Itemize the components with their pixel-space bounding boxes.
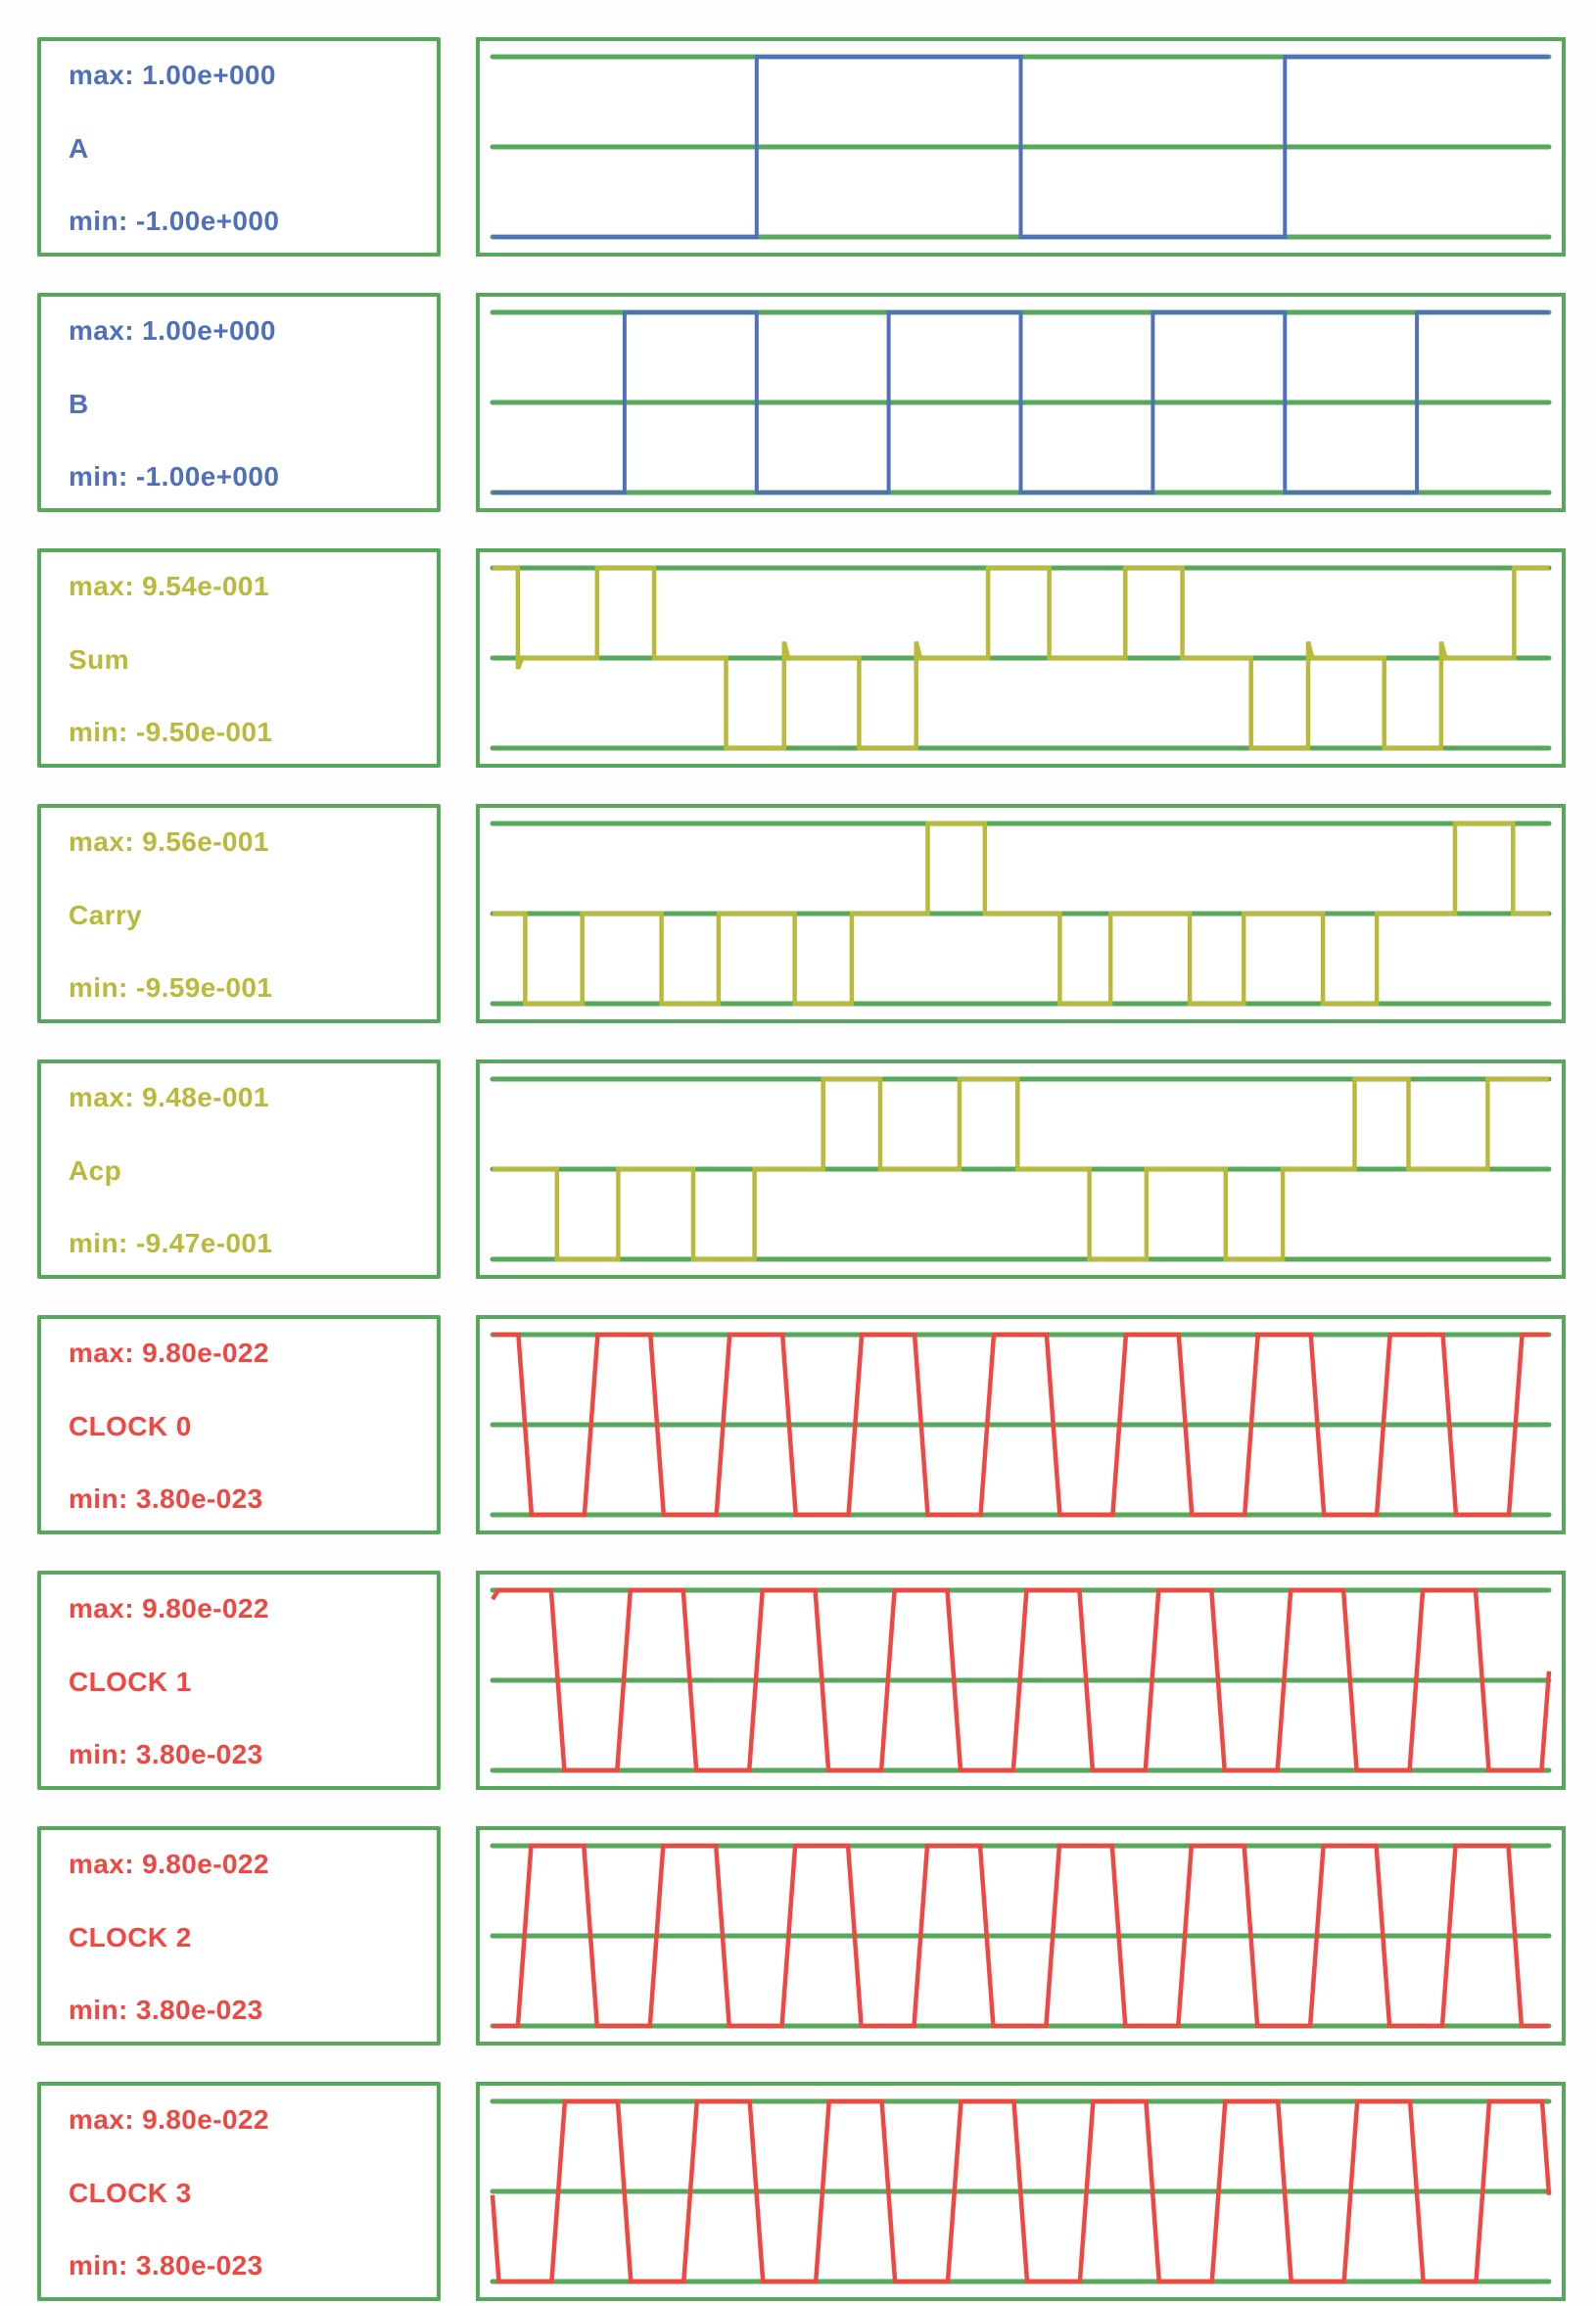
waveform-plot: [476, 293, 1566, 512]
waveform-svg: [476, 293, 1566, 512]
trace-row: [37, 2082, 1596, 2301]
waveform-plot: [476, 1315, 1566, 1534]
waveform-plot: [476, 1571, 1566, 1790]
trace-name-label: CLOCK 2: [69, 1921, 192, 1953]
trace-label-box: [37, 1571, 441, 1790]
waveform-svg: [476, 1315, 1566, 1534]
trace-row: [37, 548, 1596, 768]
trace-label-box: [37, 293, 441, 512]
waveform-svg: [476, 548, 1566, 768]
trace-max-label: max: 9.80e-022: [69, 1593, 269, 1624]
trace-name-label: Carry: [69, 899, 143, 930]
trace-max-label: max: 9.56e-001: [69, 826, 269, 857]
trace-max-label: max: 9.80e-022: [69, 1338, 269, 1368]
trace-label-box: [37, 1315, 441, 1534]
trace-row: [37, 1059, 1596, 1279]
waveform-plot: [476, 2082, 1566, 2301]
trace-min-label: min: 3.80e-023: [69, 1739, 263, 1770]
trace-max-label: max: 9.48e-001: [69, 1082, 269, 1112]
trace-row: [37, 37, 1596, 257]
trace-min-label: min: -9.50e-001: [69, 717, 273, 748]
trace-row: [37, 293, 1596, 512]
trace-name-label: CLOCK 1: [69, 1666, 192, 1697]
trace-min-label: min: 3.80e-023: [69, 2250, 263, 2282]
trace-name-label: A: [69, 132, 89, 164]
trace-row: [37, 1315, 1596, 1534]
trace-max-label: max: 9.80e-022: [69, 1849, 269, 1879]
trace-label-box: [37, 1826, 441, 2046]
trace-name-label: B: [69, 388, 89, 419]
trace-name-label: Sum: [69, 643, 129, 675]
waveform-svg: [476, 804, 1566, 1023]
trace-label-box: [37, 2082, 441, 2301]
trace-label-box: [37, 1059, 441, 1279]
trace-min-label: min: -1.00e+000: [69, 461, 280, 493]
trace-label-box: [37, 804, 441, 1023]
trace-max-label: max: 1.00e+000: [69, 315, 276, 346]
waveform-plot: [476, 37, 1566, 257]
trace-max-label: max: 9.54e-001: [69, 571, 269, 601]
trace-label-box: [37, 548, 441, 768]
trace-min-label: min: -9.47e-001: [69, 1228, 273, 1259]
waveform-svg: [476, 1571, 1566, 1790]
waveform-plot: [476, 804, 1566, 1023]
trace-name-label: CLOCK 3: [69, 2177, 192, 2208]
trace-row: [37, 1571, 1596, 1790]
waveform-svg: [476, 1059, 1566, 1279]
waveform-svg: [476, 2082, 1566, 2301]
trace-max-label: max: 9.80e-022: [69, 2104, 269, 2135]
trace-min-label: min: -9.59e-001: [69, 972, 273, 1004]
trace-row: [37, 804, 1596, 1023]
waveform-svg: [476, 1826, 1566, 2046]
waveform-svg: [476, 37, 1566, 257]
trace-label-box: [37, 37, 441, 257]
trace-max-label: max: 1.00e+000: [69, 60, 276, 90]
trace-name-label: CLOCK 0: [69, 1410, 192, 1441]
waveform-plot: [476, 1059, 1566, 1279]
trace-row: [37, 1826, 1596, 2046]
trace-min-label: min: 3.80e-023: [69, 1995, 263, 2026]
trace-min-label: min: -1.00e+000: [69, 206, 280, 237]
waveform-plot: [476, 548, 1566, 768]
trace-name-label: Acp: [69, 1154, 122, 1186]
trace-min-label: min: 3.80e-023: [69, 1483, 263, 1515]
waveform-plot: [476, 1826, 1566, 2046]
